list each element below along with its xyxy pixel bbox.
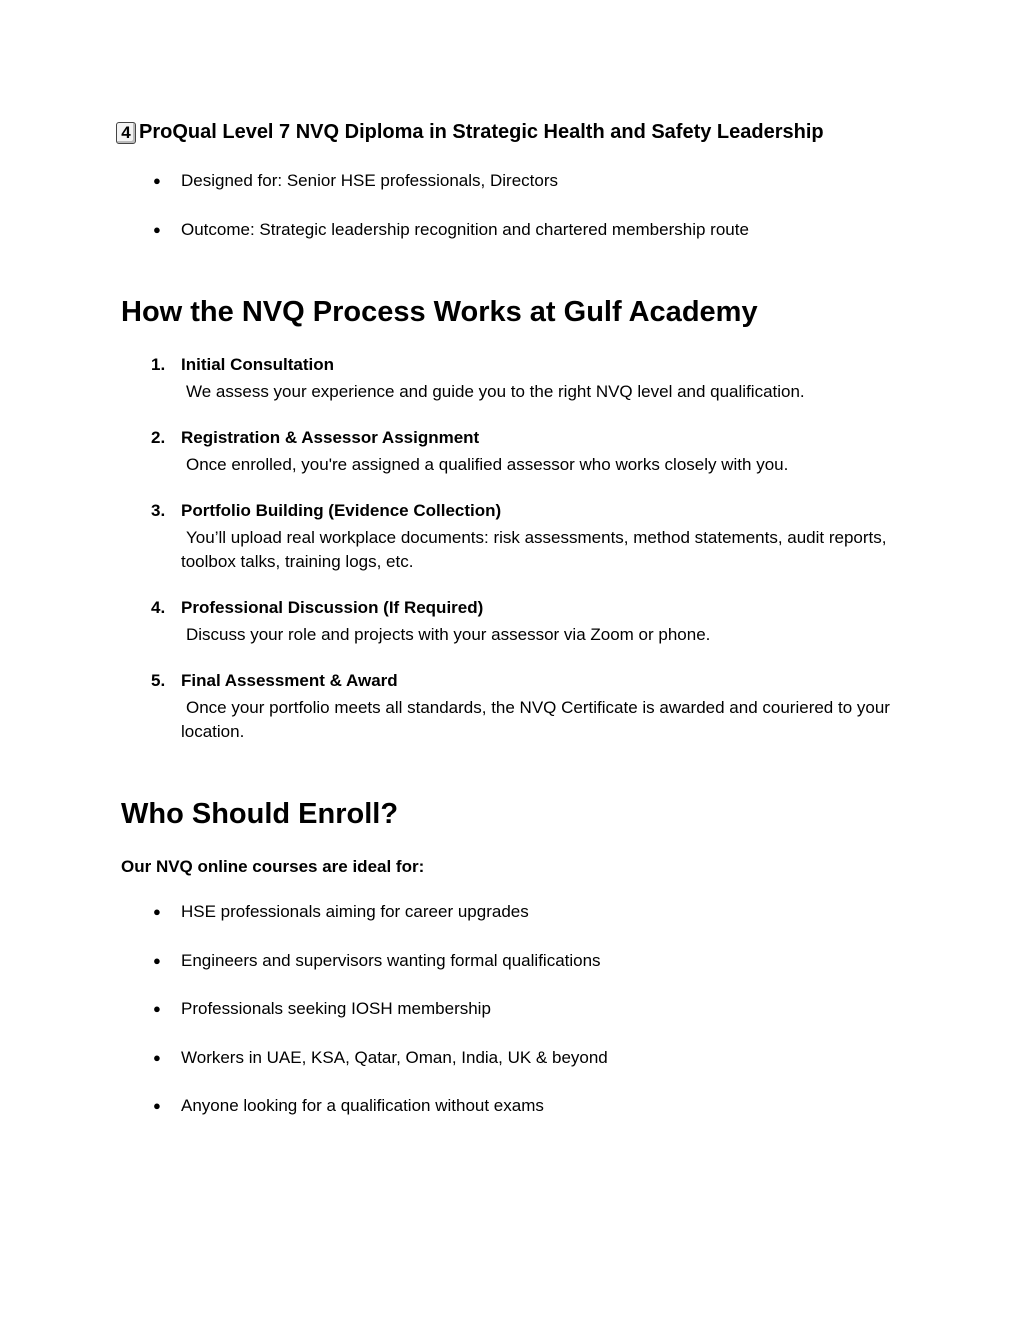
bullet-icon: ● xyxy=(153,1098,161,1114)
bullet-icon: ● xyxy=(153,173,161,188)
list-item-text: Professionals seeking IOSH membership xyxy=(181,999,491,1019)
keycap-number-icon: 4 xyxy=(116,122,136,144)
list-item-text: Workers in UAE, KSA, Qatar, Oman, India, UK & beyond xyxy=(181,1047,608,1067)
bullet-icon: ● xyxy=(153,952,161,968)
step-number: 2. xyxy=(151,428,166,447)
step-title: Portfolio Building (Evidence Collection) xyxy=(181,501,502,520)
step-number: 3. xyxy=(151,501,166,520)
list-item-text: Engineers and supervisors wanting formal qualifications xyxy=(181,950,601,970)
step-description: Discuss your role and projects with your assessor via Zoom or phone. xyxy=(186,624,711,644)
bullet-icon: ● xyxy=(153,221,161,237)
process-heading: How the NVQ Process Works at Gulf Academy xyxy=(121,296,758,328)
qualification-heading xyxy=(116,121,824,144)
step-title: Registration & Assessor Assignment xyxy=(181,428,480,447)
bullet-icon: ● xyxy=(153,1001,161,1017)
step-title: Final Assessment & Award xyxy=(181,671,398,690)
list-item-text: HSE professionals aiming for career upgrades xyxy=(181,902,529,921)
step-number: 5. xyxy=(151,671,166,690)
enroll-lead: Our NVQ online courses are ideal for: xyxy=(121,857,425,876)
step-description: We assess your experience and guide you to the right NVQ level and qualification. xyxy=(186,381,805,401)
step-title: Professional Discussion (If Required) xyxy=(181,598,484,617)
step-number: 4. xyxy=(151,598,166,617)
step-description: You’ll upload real workplace documents: risk assessments, method statements, audit reports, toolbox talks, training logs, etc. xyxy=(181,527,887,571)
step-description: Once your portfolio meets all standards, the NVQ Certificate is awarded and couriered to your location. xyxy=(181,697,890,741)
step-title: Initial Consultation xyxy=(181,355,334,374)
bullet-icon: ● xyxy=(153,1049,161,1065)
qualification-title: ProQual Level 7 NVQ Diploma in Strategic Health and Safety Leadership xyxy=(139,121,824,143)
enroll-heading: Who Should Enroll? xyxy=(121,798,399,830)
bullet-icon: ● xyxy=(153,904,161,919)
list-item-text: Anyone looking for a qualification without exams xyxy=(181,1096,544,1116)
list-item-text: Designed for: Senior HSE professionals, Directors xyxy=(181,171,558,190)
step-number: 1. xyxy=(151,355,166,374)
step-description: Once enrolled, you're assigned a qualified assessor who works closely with you. xyxy=(186,454,789,474)
list-item-text: Outcome: Strategic leadership recognition and chartered membership route xyxy=(181,219,749,239)
